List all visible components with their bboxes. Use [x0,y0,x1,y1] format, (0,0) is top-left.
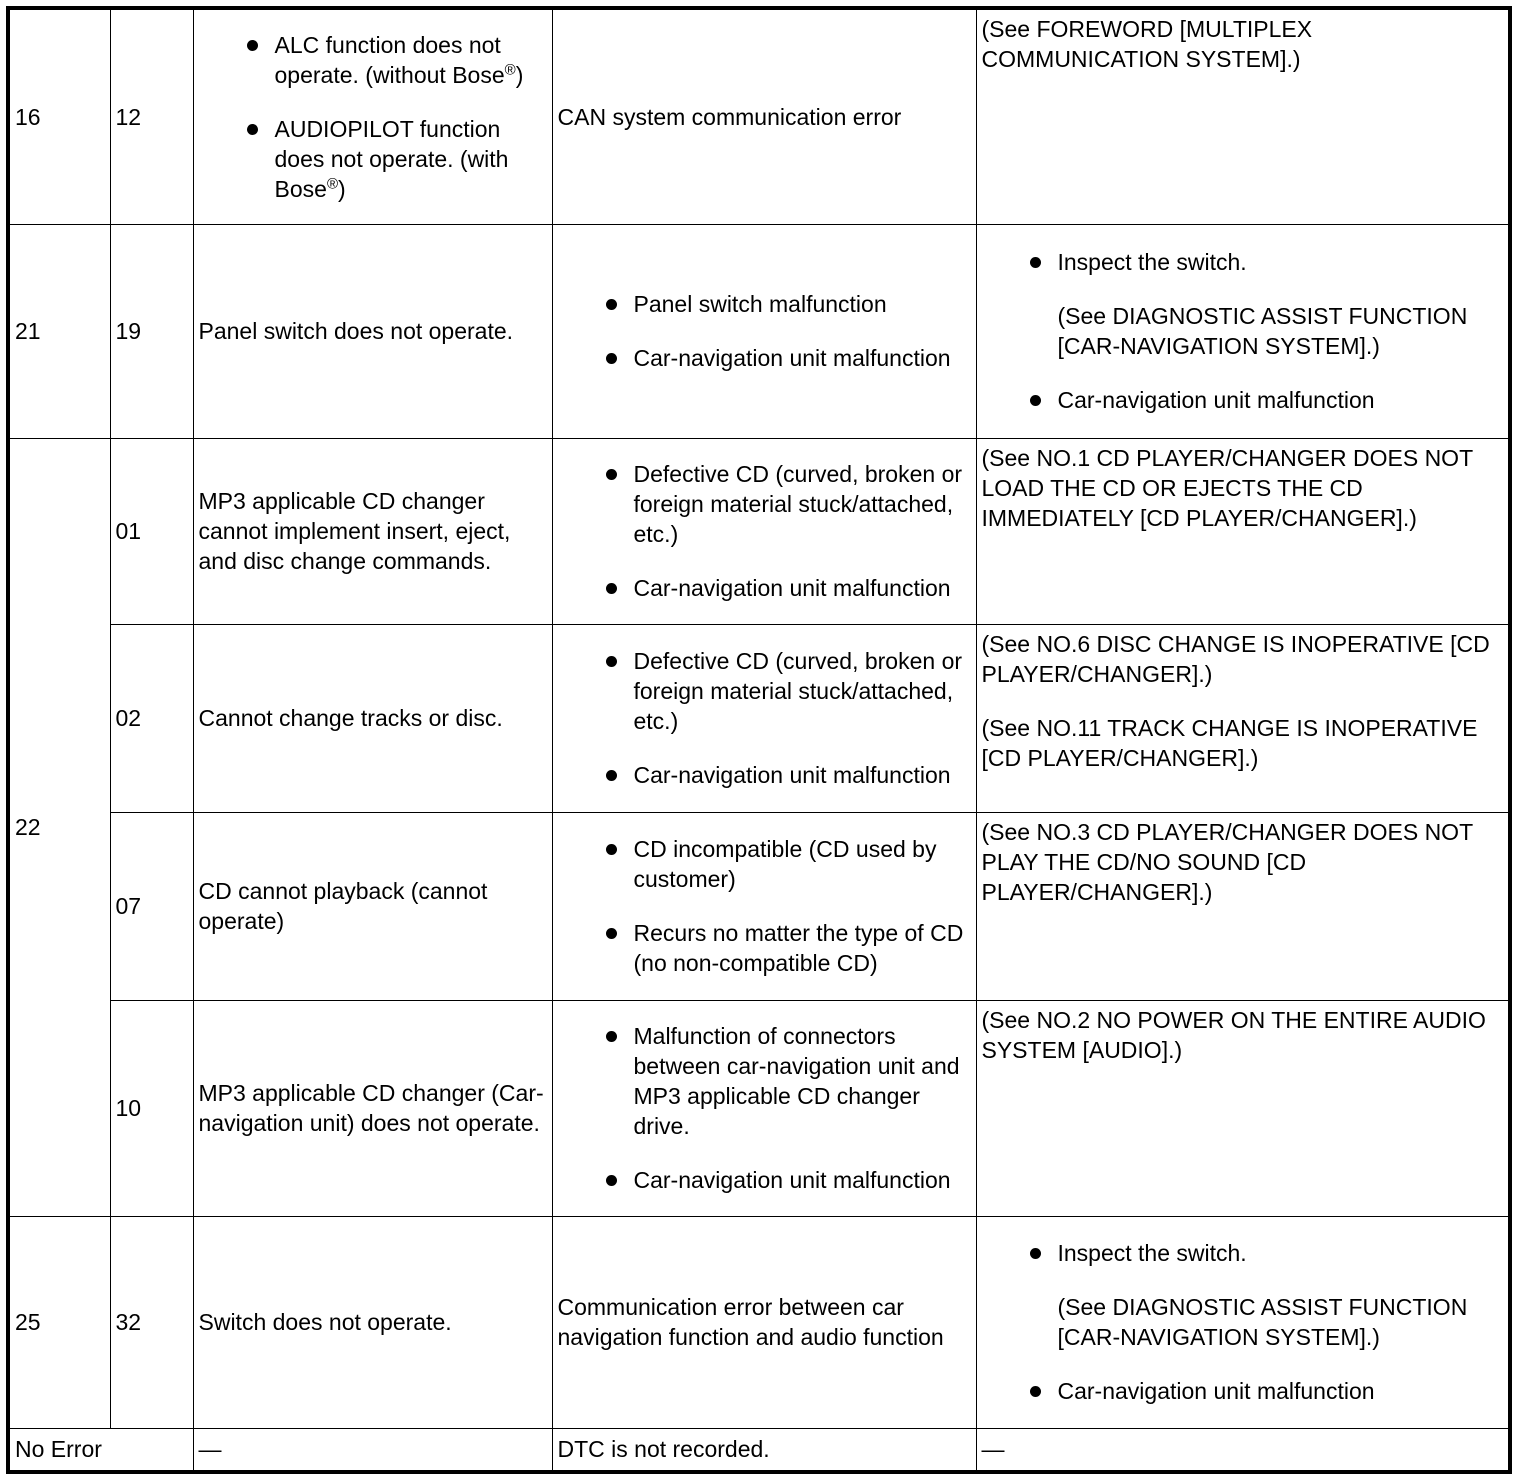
dtc-code-sub: 10 [110,1000,193,1216]
bullet-item: Panel switch malfunction [558,289,972,319]
dtc-code-sub: 32 [110,1216,193,1428]
dtc-code-main: 25 [8,1216,110,1428]
dtc-code-sub: 01 [110,438,193,624]
dtc-table [6,6,1512,1474]
dtc-code-sub: 02 [110,624,193,812]
cause-cell [552,812,976,1000]
action-paragraph: (See NO.6 DISC CHANGE IS INOPERATIVE [CD PLAYER/CHANGER].) [981,630,1490,687]
bullet-item: Inspect the switch. (See DIAGNOSTIC ASSIST FUNCTION [CAR-NAVIGATION SYSTEM].) [982,1238,1505,1352]
action-cell: (See NO.1 CD PLAYER/CHANGER DOES NOT LOAD THE CD OR EJECTS THE CD IMMEDIATELY [CD PLAYER/CHANGER].) [976,438,1510,624]
bullet-item: CD incompatible (CD used by customer) [558,834,972,894]
symptom-cell: MP3 applicable CD changer (Car-navigation unit) does not operate. [193,1000,552,1216]
bullet-item: Car-navigation unit malfunction [558,760,972,790]
dtc-code-main: 22 [8,438,110,1216]
dtc-code-main: No Error [8,1428,193,1472]
dtc-code-sub: 19 [110,224,193,438]
bullet-item: Defective CD (curved, broken or foreign material stuck/attached, etc.) [558,459,972,549]
bullet-item: Malfunction of connectors between car-navigation unit and MP3 applicable CD changer drive. [558,1021,972,1141]
bullet-item: Car-navigation unit malfunction [558,1165,972,1195]
table-row [8,812,1510,1000]
cause-cell [552,224,976,438]
dtc-code-main: 16 [8,8,110,224]
bullet-item: Car-navigation unit malfunction [982,385,1505,415]
dtc-code-sub: 12 [110,8,193,224]
action-cell: (See FOREWORD [MULTIPLEX COMMUNICATION SYSTEM].) [976,8,1510,224]
action-cell: (See NO.3 CD PLAYER/CHANGER DOES NOT PLAY THE CD/NO SOUND [CD PLAYER/CHANGER].) [976,812,1510,1000]
dtc-code-main: 21 [8,224,110,438]
table-row [8,8,1510,224]
cause-cell [552,1000,976,1216]
action-cell [976,624,1510,812]
symptom-cell [193,8,552,224]
action-cell [976,224,1510,438]
symptom-cell: Panel switch does not operate. [193,224,552,438]
cause-cell: CAN system communication error [552,8,976,224]
table-row [8,438,1510,624]
table-row [8,1216,1510,1428]
bullet-item: Car-navigation unit malfunction [558,573,972,603]
cause-cell: DTC is not recorded. [552,1428,976,1472]
bullet-item: Recurs no matter the type of CD (no non-compatible CD) [558,918,972,978]
table-row [8,1428,1510,1472]
bullet-item: Inspect the switch. (See DIAGNOSTIC ASSIST FUNCTION [CAR-NAVIGATION SYSTEM].) [982,247,1505,361]
bullet-item: Defective CD (curved, broken or foreign material stuck/attached, etc.) [558,646,972,736]
cause-cell [552,624,976,812]
action-paragraph: (See NO.11 TRACK CHANGE IS INOPERATIVE [CD PLAYER/CHANGER].) [981,714,1478,771]
cause-cell [552,438,976,624]
action-cell: — [976,1428,1510,1472]
symptom-cell: Switch does not operate. [193,1216,552,1428]
dtc-code-sub: 07 [110,812,193,1000]
cause-cell: Communication error between car navigation function and audio function [552,1216,976,1428]
bullet-item: ALC function does not operate. (without Bose®) [199,30,538,90]
table-row [8,1000,1510,1216]
action-cell [976,1216,1510,1428]
table-row [8,224,1510,438]
symptom-cell: MP3 applicable CD changer cannot implement insert, eject, and disc change commands. [193,438,552,624]
symptom-cell: — [193,1428,552,1472]
symptom-cell: CD cannot playback (cannot operate) [193,812,552,1000]
table-row [8,624,1510,812]
bullet-item: Car-navigation unit malfunction [982,1376,1505,1406]
bullet-item: Car-navigation unit malfunction [558,343,972,373]
bullet-item: AUDIOPILOT function does not operate. (with Bose®) [199,114,538,204]
action-cell: (See NO.2 NO POWER ON THE ENTIRE AUDIO SYSTEM [AUDIO].) [976,1000,1510,1216]
symptom-cell: Cannot change tracks or disc. [193,624,552,812]
